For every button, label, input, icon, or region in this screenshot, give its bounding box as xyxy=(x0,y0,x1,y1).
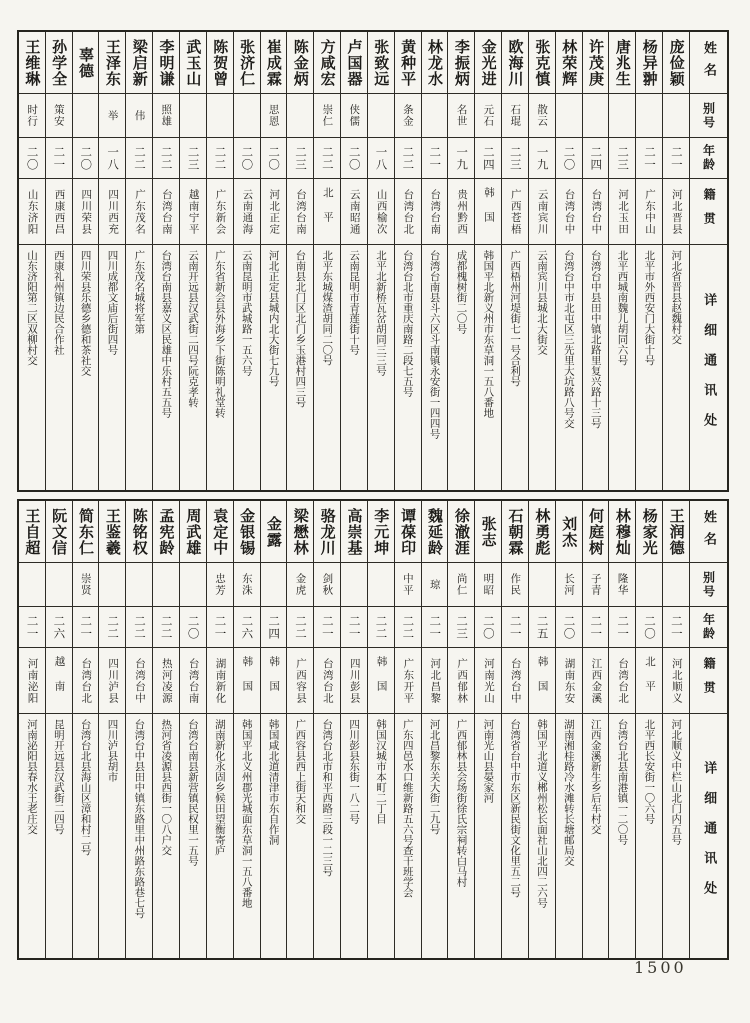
person-address: 北平西城南魏儿胡同六号 xyxy=(616,250,629,366)
person-name: 刘杰 xyxy=(560,515,579,548)
person-origin: 北平 xyxy=(644,656,656,705)
person-name: 林勇彪 xyxy=(533,507,552,556)
person-origin: 韩国 xyxy=(536,656,549,705)
person-column xyxy=(180,501,207,958)
person-alias: 尚仁 xyxy=(455,573,468,596)
person-address: 四川泸县胡市 xyxy=(106,719,119,782)
person-origin: 北平 xyxy=(321,187,334,236)
person-name: 张克慎 xyxy=(533,38,552,87)
person-name: 唐兆生 xyxy=(613,38,632,87)
person-address: 台湾台南县新营镇民权里一五号 xyxy=(187,719,200,866)
person-name: 孟宪龄 xyxy=(157,507,176,556)
person-age: 一八 xyxy=(106,145,121,171)
person-name: 卢国器 xyxy=(345,38,364,87)
person-column xyxy=(609,32,636,490)
person-origin: 韩国 xyxy=(241,656,254,705)
person-address: 云南昆明市武城路一五六号 xyxy=(240,250,253,376)
person-name: 林龙水 xyxy=(425,38,444,87)
person-name: 武玉山 xyxy=(184,38,203,87)
person-age: 二〇 xyxy=(186,614,201,640)
person-origin: 越南宁平 xyxy=(187,188,200,235)
person-age: 二二 xyxy=(401,614,416,640)
person-address: 河北省晋县赵魏村交 xyxy=(670,250,683,345)
directory-table-top xyxy=(17,30,729,492)
person-address: 台湾台北县海山区漳和村二号 xyxy=(79,719,92,856)
header-label-age: 年龄 xyxy=(701,144,716,172)
person-name: 梁懋林 xyxy=(291,507,310,556)
person-origin: 广西容县 xyxy=(295,657,308,704)
person-alias: 策安 xyxy=(52,104,65,127)
person-column xyxy=(636,501,663,958)
person-age: 二〇 xyxy=(642,614,657,640)
person-column xyxy=(207,32,234,490)
person-name: 王泽东 xyxy=(103,38,122,87)
person-column xyxy=(448,501,475,958)
person-name: 袁定中 xyxy=(211,507,230,556)
person-age: 一九 xyxy=(535,145,550,171)
person-origin: 广东开平 xyxy=(402,657,415,704)
person-name: 李明谦 xyxy=(157,38,176,87)
person-column xyxy=(448,32,475,490)
person-address: 台湾台南县斗六区斗南镇永安街一四四号 xyxy=(428,250,441,439)
person-alias: 侠儒 xyxy=(348,104,361,127)
person-address: 成都槐树街二〇号 xyxy=(455,250,468,334)
person-name: 陈贺曾 xyxy=(211,38,230,87)
person-name: 骆龙川 xyxy=(318,507,337,556)
person-name: 何庭树 xyxy=(587,507,606,556)
person-origin: 西康西昌 xyxy=(53,188,66,235)
person-address: 云南宾川县城北大街交 xyxy=(536,250,548,355)
person-age: 二一 xyxy=(589,614,604,640)
person-alias: 琼 xyxy=(428,578,441,591)
person-alias: 明昭 xyxy=(482,573,495,596)
person-address: 韩国平北义州郡光城面东草洞一五八番地 xyxy=(240,719,253,908)
person-origin: 广东中山 xyxy=(644,188,656,235)
person-column xyxy=(502,32,529,490)
person-name: 王润德 xyxy=(667,507,686,556)
person-column xyxy=(422,501,449,958)
person-origin: 台湾台北 xyxy=(80,657,93,704)
person-column xyxy=(126,32,153,490)
person-column xyxy=(314,32,341,490)
person-origin: 韩国 xyxy=(482,187,495,236)
person-origin: 贵州黔西 xyxy=(456,188,469,235)
person-age: 二四 xyxy=(481,145,496,171)
person-origin: 韩国 xyxy=(268,656,281,705)
person-age: 二三 xyxy=(455,614,470,640)
person-origin: 台湾台北 xyxy=(617,657,630,704)
person-origin: 韩国 xyxy=(375,656,388,705)
person-age: 二五 xyxy=(535,614,550,640)
person-name: 金光进 xyxy=(479,38,498,87)
person-address: 山东济阳第二区双柳村交 xyxy=(25,250,38,366)
person-column xyxy=(73,32,100,490)
person-age: 二四 xyxy=(267,614,282,640)
person-column xyxy=(46,32,73,490)
person-age: 一八 xyxy=(374,145,389,171)
person-address: 湖南新化永固乡候田望衡寄庐 xyxy=(213,719,226,856)
person-column xyxy=(73,501,100,958)
person-name: 黄种平 xyxy=(399,38,418,87)
person-name: 林荣辉 xyxy=(560,38,579,87)
person-origin: 四川西充 xyxy=(107,188,120,235)
person-address: 台湾台北县南港镇一二〇号 xyxy=(616,719,629,845)
person-address: 北平市外西安门大街十号 xyxy=(643,250,656,366)
person-age: 二一 xyxy=(320,614,335,640)
person-origin: 台湾台中 xyxy=(590,188,603,235)
person-origin: 河北昌黎 xyxy=(429,657,442,704)
person-origin: 湖南新化 xyxy=(214,657,227,704)
person-address: 江西金溪新生乡后车村交 xyxy=(589,719,602,835)
person-name: 张志 xyxy=(479,515,498,548)
person-age: 一九 xyxy=(455,145,470,171)
person-address: 河北正定县城内北大街七九号 xyxy=(267,250,280,387)
person-origin: 广西郁林 xyxy=(456,657,469,704)
person-column xyxy=(475,501,502,958)
person-alias: 照雄 xyxy=(160,104,173,127)
person-age: 二三 xyxy=(616,145,631,171)
person-name: 梁启新 xyxy=(130,38,149,87)
person-name: 阮文信 xyxy=(50,507,69,556)
person-address: 台湾台北市和平西路三段一二三号 xyxy=(321,719,334,877)
person-name: 庞俭颖 xyxy=(667,38,686,87)
person-column xyxy=(475,32,502,490)
person-alias: 名世 xyxy=(455,104,468,127)
person-age: 二〇 xyxy=(347,145,362,171)
person-name: 欧海川 xyxy=(506,38,525,87)
person-column xyxy=(341,32,368,490)
person-address: 台湾台中县田中镇北路里复兴路十三号 xyxy=(589,250,602,429)
person-age: 二〇 xyxy=(481,614,496,640)
person-age: 二二 xyxy=(320,145,335,171)
person-name: 徐澈涯 xyxy=(452,507,471,556)
person-origin: 云南宾川 xyxy=(536,188,549,235)
person-address: 广东四邑水口维新路五六号查干班学会 xyxy=(401,719,414,898)
person-age: 二一 xyxy=(25,614,40,640)
person-name: 李振炳 xyxy=(452,38,471,87)
person-name: 杨异翀 xyxy=(640,38,659,87)
person-origin: 河南光山 xyxy=(482,657,495,704)
person-alias: 中平 xyxy=(401,573,414,596)
person-column xyxy=(19,32,46,490)
person-address: 广东茂名城将军第 xyxy=(133,250,146,334)
person-alias: 崇贤 xyxy=(79,573,92,596)
person-address: 韩国平北道义郴州松长面社山北四二六号 xyxy=(536,719,548,908)
person-address: 韩国咸北道清津市东自作洞 xyxy=(267,719,280,845)
person-age: 二二 xyxy=(401,145,416,171)
person-column xyxy=(395,501,422,958)
person-column xyxy=(341,501,368,958)
person-address: 台湾台南县嘉义区民雄中乐村五五号 xyxy=(160,250,173,418)
person-name: 方咸宏 xyxy=(318,38,337,87)
person-column xyxy=(663,501,690,958)
person-column xyxy=(368,32,395,490)
person-origin: 河南泌阳 xyxy=(26,657,39,704)
person-address: 韩国汉城市本町二丁目 xyxy=(374,719,387,824)
person-column xyxy=(19,501,46,958)
person-origin: 热河凌源 xyxy=(160,657,173,704)
header-label-alias: 别号 xyxy=(701,101,716,130)
person-age: 二六 xyxy=(52,614,67,640)
page-number: 1500 xyxy=(634,958,687,977)
header-label-address: 详细通讯处 xyxy=(701,292,717,443)
person-alias: 子青 xyxy=(589,573,602,596)
person-address: 云南开远县汉武街二四号阮克孝转 xyxy=(187,250,200,408)
person-column xyxy=(583,32,610,490)
person-alias: 举 xyxy=(106,109,119,122)
person-origin: 河北玉田 xyxy=(617,188,630,235)
person-alias: 元石 xyxy=(482,104,495,127)
person-origin: 越南 xyxy=(53,656,66,705)
person-column xyxy=(234,32,261,490)
person-address: 台湾台北市重庆南路二段七五号 xyxy=(401,250,414,397)
person-name: 陈铭权 xyxy=(130,507,149,556)
header-label-age: 年龄 xyxy=(701,613,716,641)
person-column xyxy=(153,32,180,490)
person-address: 四川彭县东街一八二号 xyxy=(348,719,361,824)
person-name: 金露 xyxy=(264,515,283,548)
person-age: 二一 xyxy=(508,614,523,640)
person-address: 河北昌黎东关大街二九号 xyxy=(428,719,441,835)
person-origin: 台湾台南 xyxy=(295,188,308,235)
person-origin: 山东济阳 xyxy=(26,188,39,235)
person-name: 简东仁 xyxy=(77,507,96,556)
person-age: 二四 xyxy=(589,145,604,171)
header-label-origin: 籍贯 xyxy=(702,187,717,236)
person-column xyxy=(153,501,180,958)
person-name: 张济仁 xyxy=(238,38,257,87)
person-alias: 金虎 xyxy=(294,573,307,596)
person-age: 二二 xyxy=(294,614,309,640)
person-origin: 台湾台南 xyxy=(160,188,173,235)
person-name: 杨家光 xyxy=(640,507,659,556)
person-column xyxy=(99,501,126,958)
person-name: 金银锡 xyxy=(238,507,257,556)
person-name: 王维琳 xyxy=(23,38,42,87)
person-origin: 广东新会 xyxy=(214,188,227,235)
person-age: 二一 xyxy=(213,614,228,640)
person-origin: 台湾台南 xyxy=(187,657,200,704)
person-origin: 河北顺义 xyxy=(670,657,683,704)
table-header-column xyxy=(690,32,727,490)
person-name: 谭葆印 xyxy=(399,507,418,556)
person-address: 北平北新桥瓦岔胡同三三号 xyxy=(374,250,387,376)
person-age: 二二 xyxy=(213,145,228,171)
person-origin: 云南通海 xyxy=(241,188,254,235)
person-origin: 河北晋县 xyxy=(670,188,683,235)
person-origin: 河北正定 xyxy=(268,188,281,235)
person-address: 北平东城煤渣胡同二〇号 xyxy=(321,250,334,366)
person-alias: 剑秋 xyxy=(321,573,334,596)
header-label-origin: 籍贯 xyxy=(702,656,717,705)
person-alias: 条金 xyxy=(401,104,414,127)
person-age: 二一 xyxy=(428,145,443,171)
person-address: 昆明开远县汉武街二四号 xyxy=(52,719,65,835)
person-origin: 江西金溪 xyxy=(590,657,603,704)
person-column xyxy=(368,501,395,958)
person-name: 林穆灿 xyxy=(613,507,632,556)
person-address: 河南光山县晏家河 xyxy=(482,719,495,803)
person-origin: 台湾台中 xyxy=(509,657,522,704)
person-age: 二一 xyxy=(52,145,67,171)
person-origin: 广东茂名 xyxy=(133,188,146,235)
person-address: 四川成都文庙后街四号 xyxy=(106,250,119,355)
person-column xyxy=(126,501,153,958)
person-address: 台湾台中市北屯区三先里大坑路八号交 xyxy=(562,250,575,429)
person-age: 二二 xyxy=(159,614,174,640)
person-age: 二一 xyxy=(669,145,684,171)
person-age: 二一 xyxy=(347,614,362,640)
person-column xyxy=(609,501,636,958)
person-origin: 台湾台南 xyxy=(429,188,442,235)
person-address: 韩国平北新义州市东草洞一五八番地 xyxy=(482,250,495,418)
person-name: 陈金炳 xyxy=(291,38,310,87)
person-address: 台湾省台中市东区新民街文化里五二号 xyxy=(509,719,522,898)
directory-table-bottom xyxy=(17,499,729,960)
person-column xyxy=(529,32,556,490)
person-name: 许茂庚 xyxy=(587,38,606,87)
person-origin: 台湾台北 xyxy=(321,657,334,704)
person-address: 云南昆明市青莲街十号 xyxy=(348,250,361,355)
person-name: 石朝霖 xyxy=(506,507,525,556)
header-label-alias: 别号 xyxy=(701,570,716,599)
person-address: 河北顺义中栏山北门内五号 xyxy=(670,719,683,845)
person-column xyxy=(287,501,314,958)
person-column xyxy=(261,32,288,490)
person-alias: 思恩 xyxy=(267,104,280,127)
person-age: 二〇 xyxy=(240,145,255,171)
person-alias: 伟 xyxy=(133,109,146,122)
person-alias: 忠芳 xyxy=(213,573,226,596)
person-age: 二一 xyxy=(616,614,631,640)
person-column xyxy=(180,32,207,490)
person-age: 二三 xyxy=(508,145,523,171)
person-column xyxy=(583,501,610,958)
person-name: 李元坤 xyxy=(372,507,391,556)
person-age: 二一 xyxy=(428,614,443,640)
person-column xyxy=(395,32,422,490)
person-name: 魏延龄 xyxy=(425,507,444,556)
person-age: 二〇 xyxy=(267,145,282,171)
person-origin: 广西苍梧 xyxy=(509,188,522,235)
person-name: 王鉴羲 xyxy=(103,507,122,556)
person-address: 广西郁林县会场街徐氏宗祠转白马村 xyxy=(455,719,468,887)
person-column xyxy=(556,501,583,958)
person-address: 广东省新会县外海乡下街陈明礼堂转 xyxy=(213,250,226,418)
person-column xyxy=(207,501,234,958)
person-alias: 石琨 xyxy=(509,104,522,127)
person-alias: 崇仁 xyxy=(321,104,334,127)
person-address: 广西梧州河堤街七一号合利号 xyxy=(509,250,522,387)
person-column xyxy=(234,501,261,958)
person-name: 张致远 xyxy=(372,38,391,87)
person-age: 二三 xyxy=(186,145,201,171)
person-address: 北平西长安街一〇六号 xyxy=(643,719,656,824)
person-address: 西康礼州镇边民合作社 xyxy=(52,250,65,355)
person-name: 崔成霖 xyxy=(264,38,283,87)
person-age: 二六 xyxy=(240,614,255,640)
person-age: 二二 xyxy=(132,145,147,171)
person-address: 广西容县西上街天和交 xyxy=(294,719,307,824)
person-column xyxy=(663,32,690,490)
person-alias: 散云 xyxy=(536,104,549,127)
person-column xyxy=(502,501,529,958)
person-age: 二一 xyxy=(669,614,684,640)
person-column xyxy=(636,32,663,490)
person-name: 周武雄 xyxy=(184,507,203,556)
person-column xyxy=(422,32,449,490)
person-origin: 云南昭通 xyxy=(348,188,361,235)
table-header-column xyxy=(690,501,727,958)
person-age: 二一 xyxy=(642,145,657,171)
person-age: 二〇 xyxy=(562,614,577,640)
person-column xyxy=(46,501,73,958)
header-label-address: 详细通讯处 xyxy=(701,761,717,911)
person-alias: 作民 xyxy=(509,573,522,596)
person-age: 二〇 xyxy=(25,145,40,171)
person-age: 二二 xyxy=(132,614,147,640)
person-alias: 隆华 xyxy=(616,573,629,596)
person-name: 孙学全 xyxy=(50,38,69,87)
person-name: 王自超 xyxy=(23,507,42,556)
person-column xyxy=(529,501,556,958)
person-column xyxy=(556,32,583,490)
person-origin: 四川泸县 xyxy=(107,657,120,704)
person-age: 二二 xyxy=(159,145,174,171)
person-column xyxy=(261,501,288,958)
person-address: 河南泌阳县春水王老庄交 xyxy=(25,719,38,835)
person-address: 台南县北门区北门乡玉港村四三号 xyxy=(294,250,307,408)
header-label-name: 姓名 xyxy=(701,40,716,85)
person-origin: 台湾台中 xyxy=(133,657,146,704)
header-label-name: 姓名 xyxy=(701,509,716,554)
person-age: 二二 xyxy=(374,614,389,640)
person-age: 二三 xyxy=(294,145,309,171)
person-origin: 湖南东安 xyxy=(563,657,576,704)
person-origin: 台湾台中 xyxy=(563,188,576,235)
person-column xyxy=(314,501,341,958)
person-address: 湖南湘桂路冷水滩转长塘邮局交 xyxy=(562,719,575,866)
person-name: 辜德 xyxy=(77,46,96,79)
person-age: 二二 xyxy=(106,614,121,640)
person-age: 二〇 xyxy=(562,145,577,171)
person-origin: 四川彭县 xyxy=(348,657,361,704)
person-origin: 四川荣县 xyxy=(80,188,93,235)
person-alias: 长河 xyxy=(562,573,575,596)
person-alias: 时行 xyxy=(26,104,39,127)
person-name: 高崇基 xyxy=(345,507,364,556)
person-origin: 台湾台北 xyxy=(402,188,415,235)
person-address: 四川荣县乐德乡德和茶社交 xyxy=(79,250,92,376)
person-column xyxy=(99,32,126,490)
person-address: 台湾台中县田中镇东路里中州路东路巷七号 xyxy=(133,719,146,919)
person-age: 二〇 xyxy=(79,145,94,171)
person-alias: 东洙 xyxy=(240,573,253,596)
person-age: 二一 xyxy=(79,614,94,640)
person-address: 热河省凌源县西街一〇八户交 xyxy=(160,719,173,856)
person-column xyxy=(287,32,314,490)
person-origin: 山西榆次 xyxy=(375,188,388,235)
